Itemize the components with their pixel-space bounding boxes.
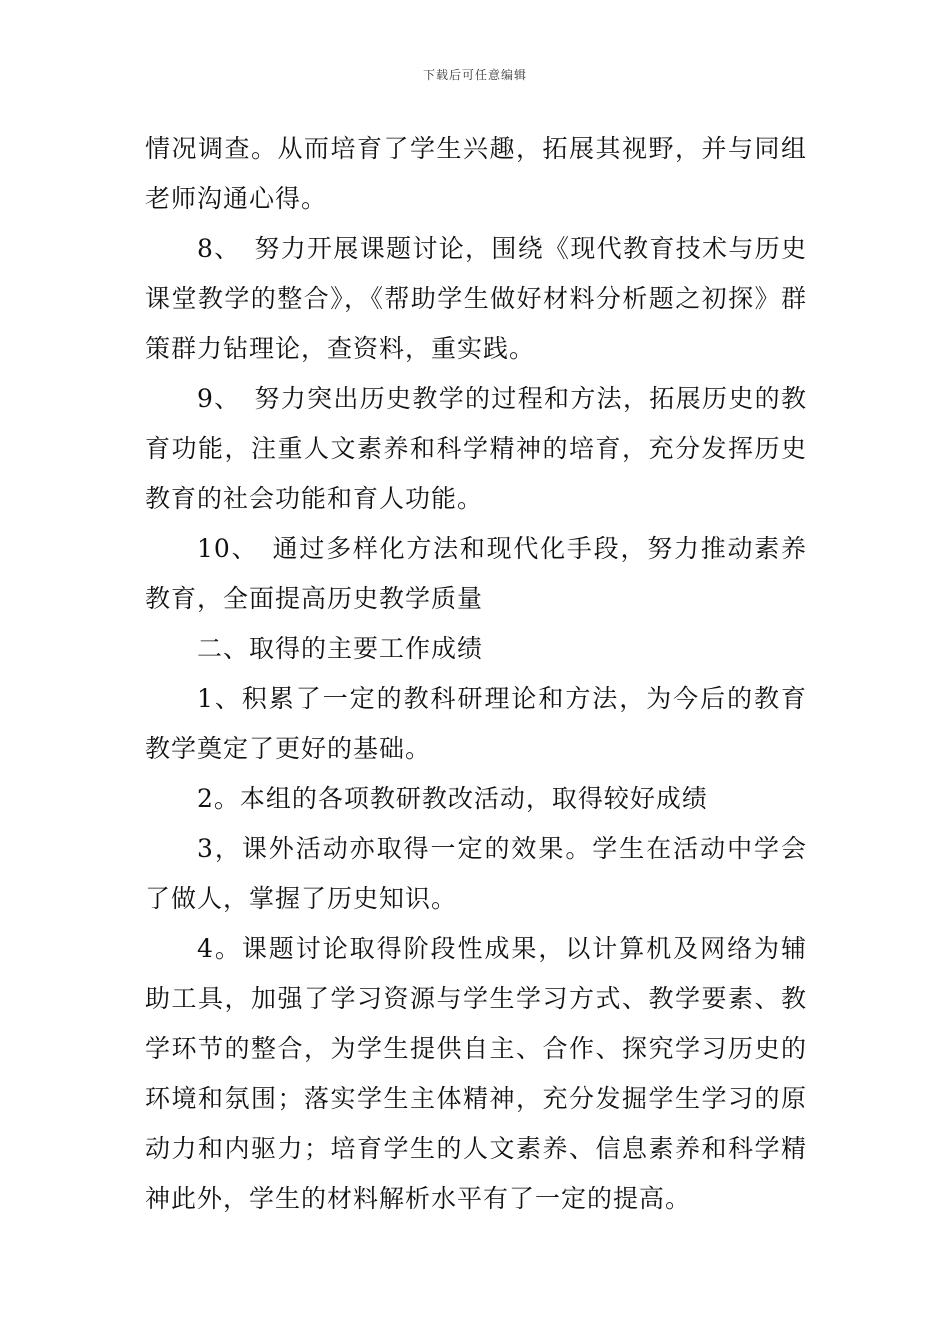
header-note: 下载后可任意编辑	[422, 68, 527, 82]
paragraph-item-9: 9、 努力突出历史教学的过程和方法，拓展历史的教育功能，注重人文素养和科学精神的培育，充分发挥历史教育的社会功能和育人功能。	[145, 384, 807, 513]
paragraph-achievement-2: 2。本组的各项教研教改活动，取得较好成绩	[197, 784, 708, 813]
paragraph-item-10: 10、 通过多样化方法和现代化手段，努力推动素养教育，全面提高历史教学质量	[145, 534, 807, 613]
section-heading: 二、取得的主要工作成绩	[197, 634, 484, 663]
document-body	[145, 124, 807, 1224]
paragraph-achievement-3: 3，课外活动亦取得一定的效果。学生在活动中学会了做人，掌握了历史知识。	[145, 834, 807, 913]
paragraph-achievement-4: 4。课题讨论取得阶段性成果，以计算机及网络为辅助工具，加强了学习资源与学生学习方式、教学要素、教学环节的整合，为学生提供自主、合作、探究学习历史的环境和氛围；落实学生主体精神，充分发掘学生学习的原动力和内驱力；培育学生的人文素养、信息素养和科学精神此外，学生的材料解析水平有了一定的提高。	[145, 934, 807, 1213]
paragraph-achievement-1: 1、积累了一定的教科研理论和方法，为今后的教育教学奠定了更好的基础。	[145, 684, 807, 763]
paragraph-continuation: 情况调查。从而培育了学生兴趣，拓展其视野，并与同组老师沟通心得。	[145, 134, 807, 213]
paragraph-item-8: 8、 努力开展课题讨论，围绕《现代教育技术与历史课堂教学的整合》，《帮助学生做好材料分析题之初探》群策群力钻理论，查资料，重实践。	[145, 234, 807, 363]
